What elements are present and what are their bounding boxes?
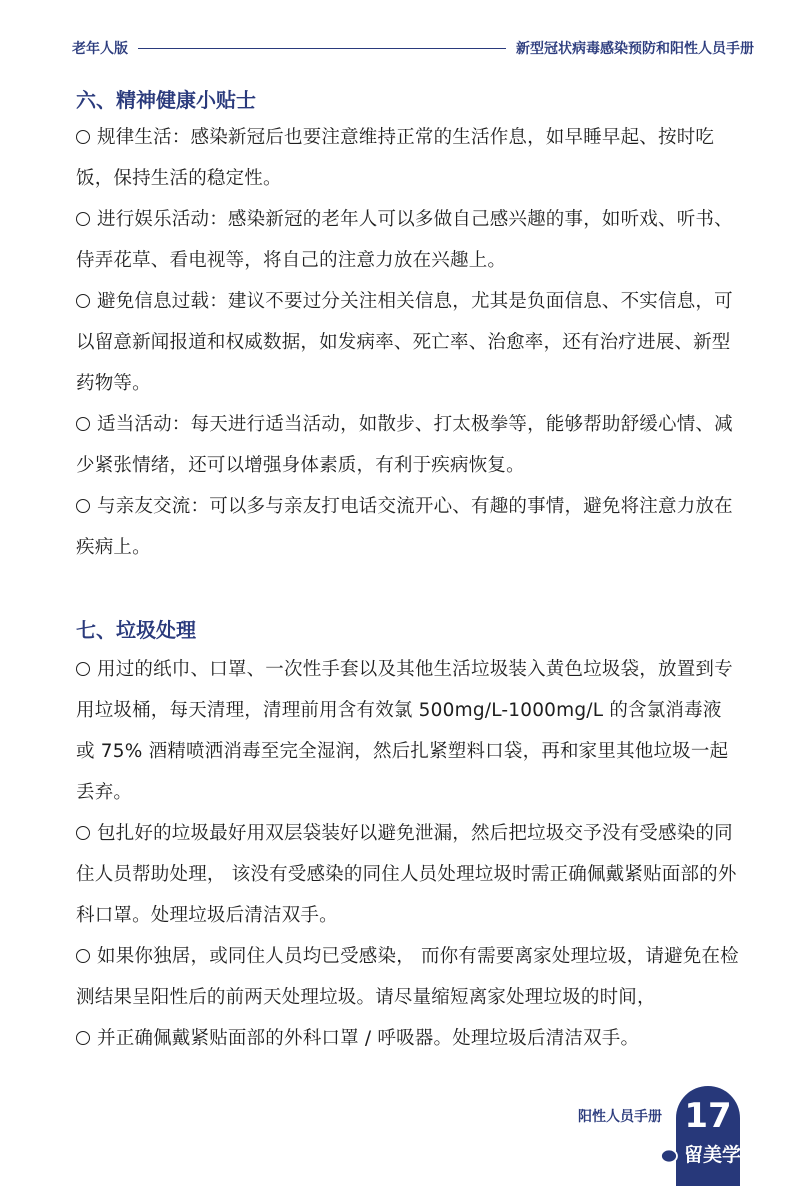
section7-item-text: 如果你独居，或同住人员均已受感染， 而你有需要离家处理垃圾，请避免在检测结果呈阳性后的前两天处理垃圾。请尽量缩短离家处理垃圾的时间， bbox=[76, 946, 739, 1008]
header-divider bbox=[138, 48, 506, 49]
footer-label: 阳性人员手册 bbox=[578, 1109, 662, 1125]
section6-item-text: 与亲友交流：可以多与亲友打电话交流开心、有趣的事情，避免将注意力放在疾病上。 bbox=[76, 496, 733, 558]
section7-title: 七、垃圾处理 bbox=[76, 618, 196, 642]
section6-item-text: 规律生活：感染新冠后也要注意维持正常的生活作息，如早睡早起、按时吃饭，保持生活的稳定性。 bbox=[76, 127, 715, 189]
section6-item-4 bbox=[76, 404, 740, 486]
watermark-text: 留美学子 bbox=[684, 1143, 761, 1166]
section6-item-3 bbox=[76, 281, 740, 404]
circle-bullet-icon bbox=[76, 417, 90, 431]
section7-item-text: 并正确佩戴紧贴面部的外科口罩 / 呼吸器。处理垃圾后清洁双手。 bbox=[97, 1028, 640, 1049]
section7-item-3 bbox=[76, 936, 740, 1018]
circle-bullet-icon bbox=[76, 826, 90, 840]
circle-bullet-icon bbox=[76, 1031, 90, 1045]
circle-bullet-icon bbox=[76, 130, 90, 144]
circle-bullet-icon bbox=[76, 212, 90, 226]
section6-item-2 bbox=[76, 199, 740, 281]
section7-item-text: 用过的纸巾、口罩、一次性手套以及其他生活垃圾装入黄色垃圾袋，放置到专用垃圾桶，每天清理，清理前用含有效氯 500mg/L-1000mg/L 的含氯消毒液或 75% 酒精喷洒消毒至完全湿润，然后扎紧塑料口袋，再和家里其他垃圾一起丢弃。 bbox=[76, 659, 733, 803]
wechat-icon bbox=[650, 1142, 678, 1164]
section6-item-text: 进行娱乐活动：感染新冠的老年人可以多做自己感兴趣的事，如听戏、听书、侍弄花草、看电视等，将自己的注意力放在兴趣上。 bbox=[76, 209, 733, 271]
circle-bullet-icon bbox=[76, 949, 90, 963]
section7-item-text: 包扎好的垃圾最好用双层袋装好以避免泄漏，然后把垃圾交予没有受感染的同住人员帮助处理， 该没有受感染的同住人员处理垃圾时需正确佩戴紧贴面部的外科口罩。处理垃圾后清洁双手。 bbox=[76, 823, 737, 926]
header-manual-title: 新型冠状病毒感染预防和阳性人员手册 bbox=[516, 41, 754, 57]
page-number: 17 bbox=[684, 1096, 732, 1136]
watermark bbox=[650, 1138, 760, 1168]
section7-item-1 bbox=[76, 649, 740, 813]
header-edition: 老年人版 bbox=[72, 41, 128, 57]
section7-item-4 bbox=[76, 1018, 740, 1059]
section6-title: 六、精神健康小贴士 bbox=[76, 88, 256, 112]
circle-bullet-icon bbox=[76, 294, 90, 308]
circle-bullet-icon bbox=[76, 499, 90, 513]
circle-bullet-icon bbox=[76, 662, 90, 676]
section6-item-text: 适当活动：每天进行适当活动，如散步、打太极拳等，能够帮助舒缓心情、减少紧张情绪，还可以增强身体素质，有利于疾病恢复。 bbox=[76, 414, 733, 476]
section7-item-2 bbox=[76, 813, 740, 936]
section6-item-1 bbox=[76, 117, 740, 199]
page-header bbox=[72, 38, 754, 58]
section6-item-text: 避免信息过载：建议不要过分关注相关信息，尤其是负面信息、不实信息，可以留意新闻报道和权威数据，如发病率、死亡率、治愈率，还有治疗进展、新型药物等。 bbox=[76, 291, 733, 394]
section6-item-5 bbox=[76, 486, 740, 568]
